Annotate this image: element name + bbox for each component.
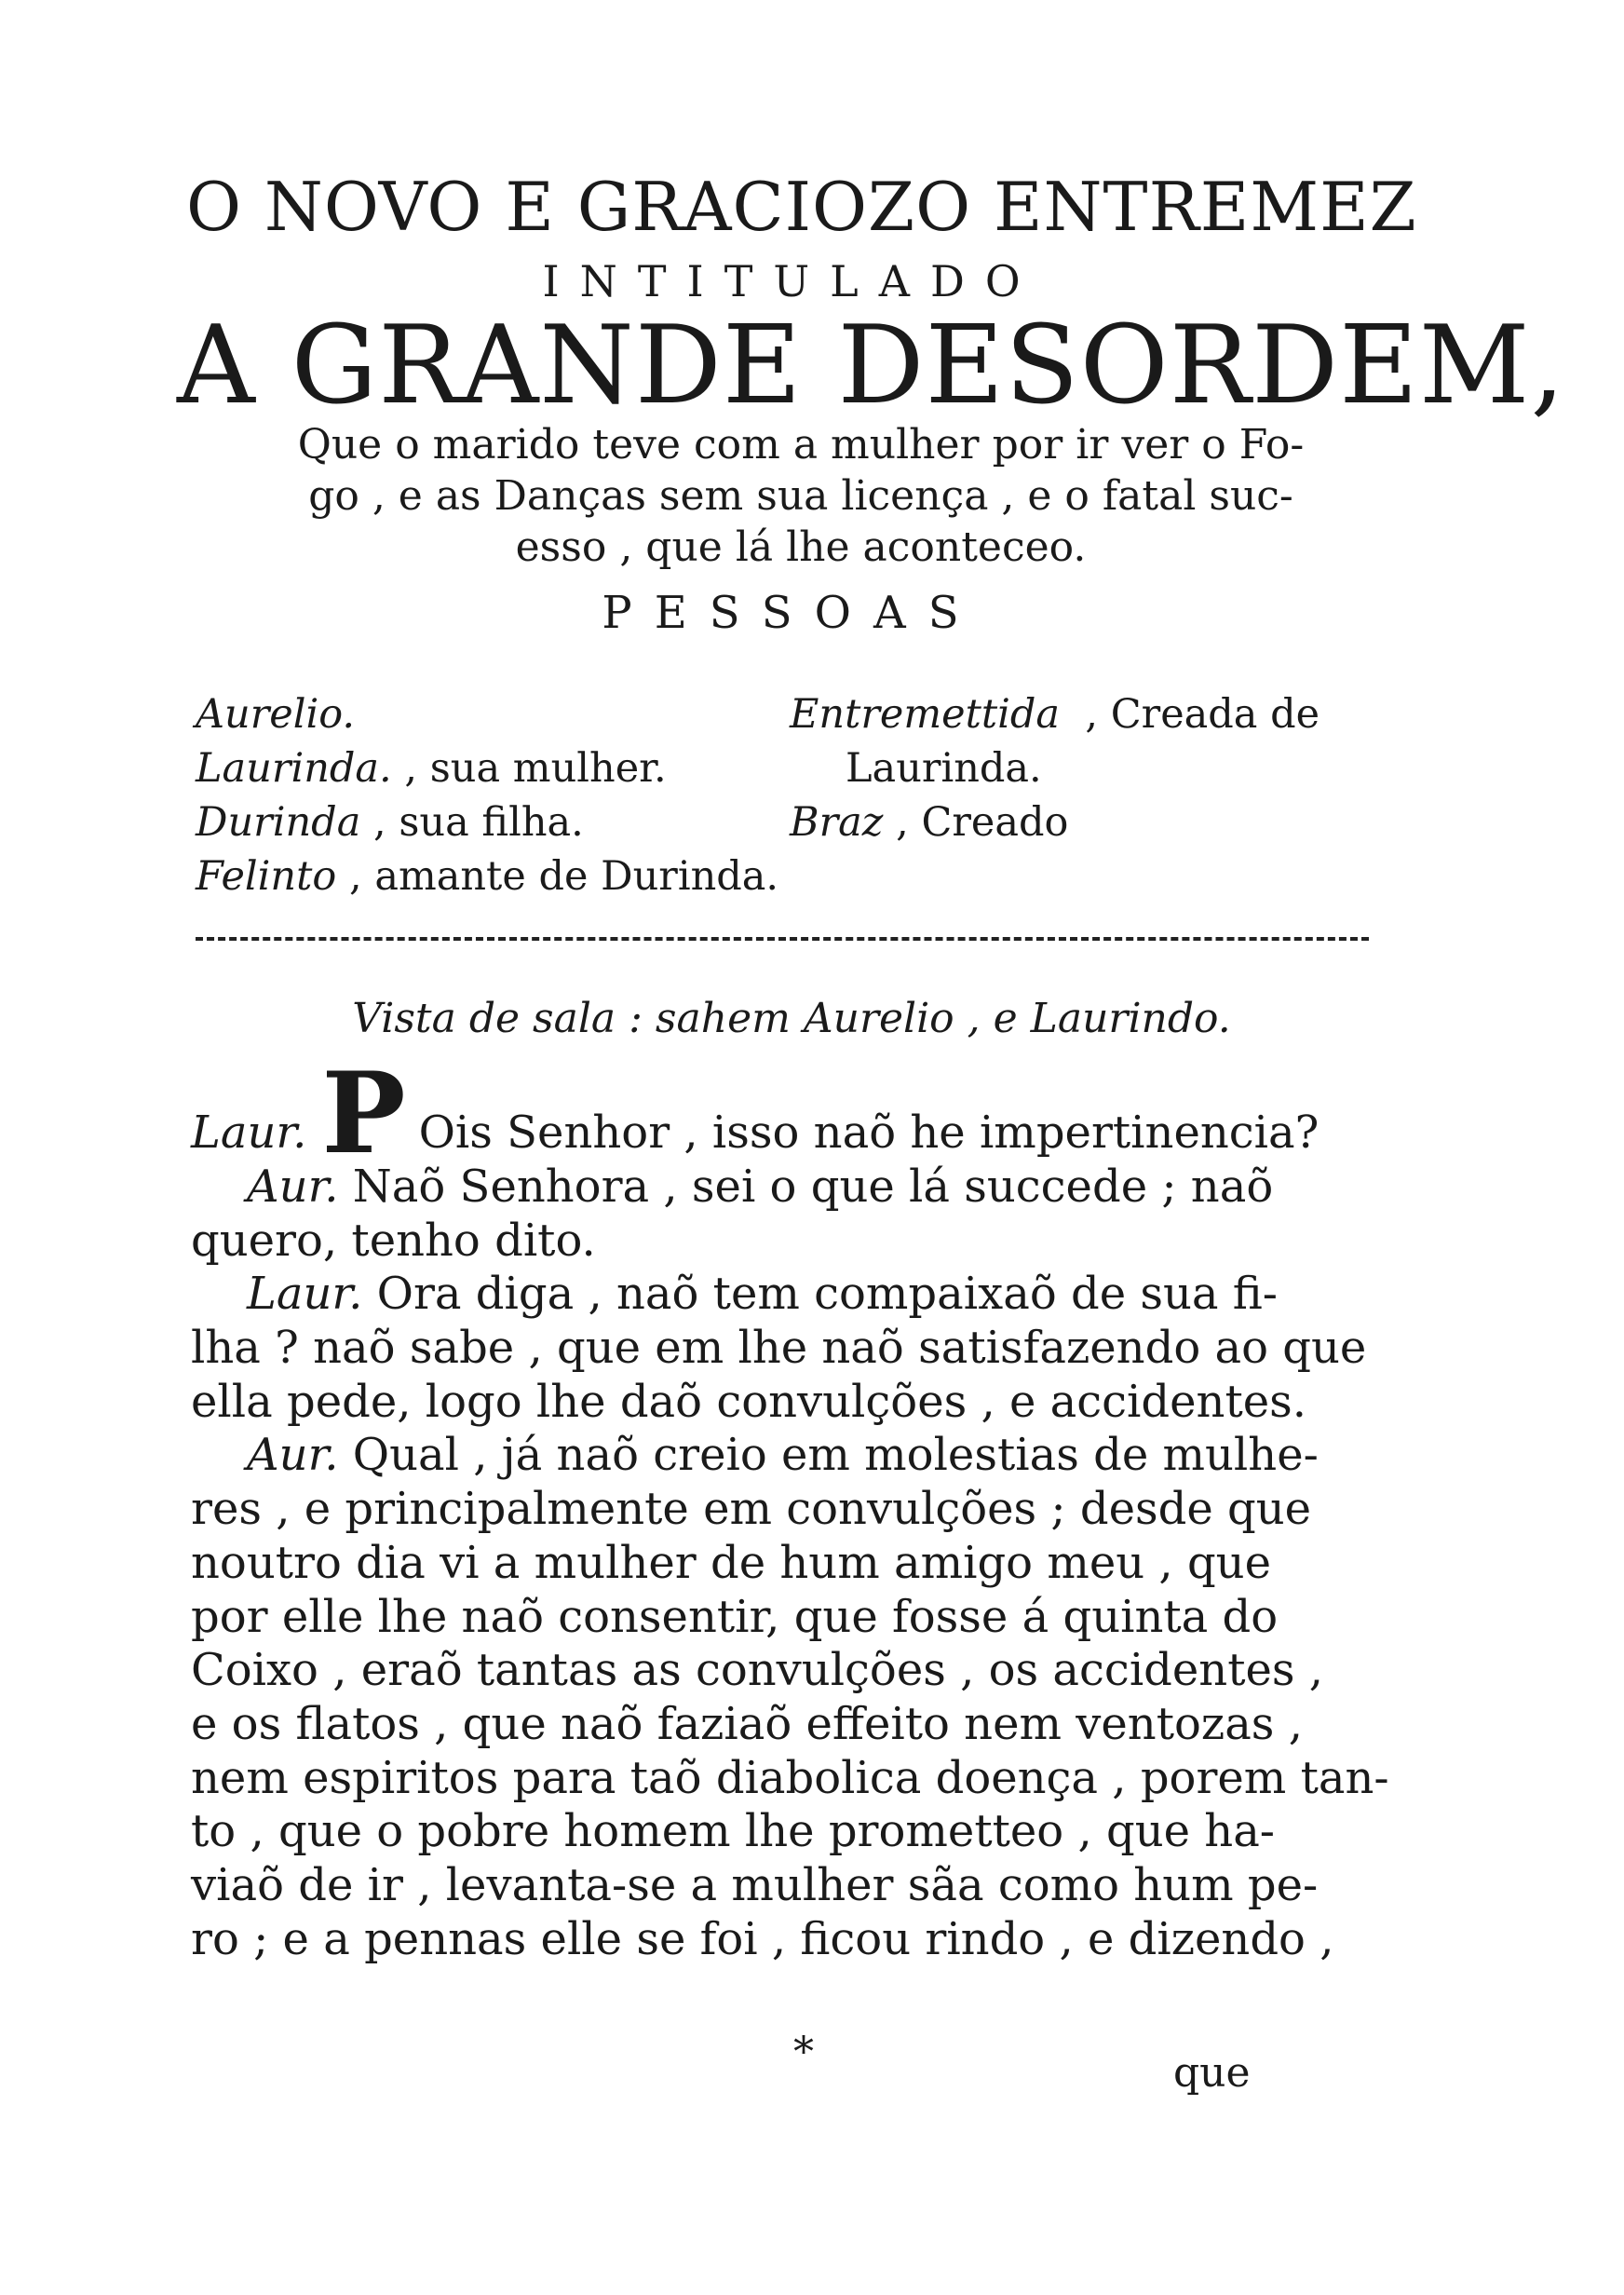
dialogue-line bbox=[191, 1537, 1374, 1591]
dialogue-text: Ora diga , naõ tem compaixaõ de sua fi- bbox=[376, 1268, 1279, 1321]
dialogue-line bbox=[191, 1376, 1374, 1430]
speaker-label: Laur. bbox=[247, 1268, 363, 1321]
dialogue-text: noutro dia vi a mulher de hum amigo meu , que bbox=[191, 1536, 1271, 1589]
subtitle bbox=[214, 419, 1387, 573]
dialogue-text: ella pede, logo lhe daõ convulções , e accidentes. bbox=[191, 1375, 1307, 1428]
dialogue-text: Coixo , eraõ tantas as convulções , os accidentes , bbox=[191, 1644, 1324, 1697]
cast-desc: , sua mulher. bbox=[404, 745, 667, 792]
dialogue-text: res , e principalmente em convulções ; desde que bbox=[191, 1483, 1312, 1536]
dialogue-line bbox=[191, 1644, 1374, 1698]
dialogue-line bbox=[191, 1751, 1389, 1806]
cast-list-left bbox=[196, 687, 792, 903]
dialogue-text: Qual , já naõ creio em molestias de mulhe- bbox=[352, 1429, 1319, 1482]
cast-name: Braz bbox=[790, 799, 884, 846]
dialogue-line bbox=[191, 1913, 1374, 1967]
cast-entry bbox=[196, 795, 792, 849]
catchword: que bbox=[1173, 2049, 1251, 2097]
title-line-1: O NOVO E GRACIOZO ENTREMEZ bbox=[186, 168, 1417, 246]
dialogue-line bbox=[191, 1859, 1374, 1913]
speaker-label: Laur. bbox=[191, 1107, 307, 1160]
dialogue-line bbox=[191, 1322, 1374, 1376]
subtitle-line: Que o marido teve com a mulher por ir ver o Fo- bbox=[297, 421, 1305, 469]
cast-entry bbox=[196, 687, 792, 741]
dialogue-text: e os flatos , que naõ faziaõ effeito nem ventozas , bbox=[191, 1697, 1303, 1750]
cast-entry bbox=[790, 741, 1367, 795]
cast-desc: , sua filha. bbox=[373, 799, 584, 846]
drop-cap: P bbox=[321, 1048, 406, 1179]
cast-desc: Laurinda. bbox=[846, 745, 1042, 792]
dialogue-text: Ois Senhor , isso naõ he impertinencia? bbox=[418, 1107, 1320, 1160]
dialogue-line bbox=[191, 1591, 1374, 1645]
dialogue-text: lha ? naõ sabe , que em lhe naõ satisfazendo ao que bbox=[191, 1322, 1367, 1375]
section-divider bbox=[196, 937, 1369, 944]
dialogue-text: nem espiritos para taõ diabolica doença , porem tan- bbox=[191, 1751, 1389, 1804]
dialogue-text: quero, tenho dito. bbox=[191, 1214, 596, 1267]
dialogue-lines bbox=[191, 1161, 1389, 1966]
dialogue-text: viaõ de ir , levanta-se a mulher sãa como hum pe- bbox=[191, 1858, 1319, 1911]
scene-direction: Vista de sala : sahem Aurelio , e Laurindo. bbox=[352, 995, 1231, 1042]
title-line-2: INTITULADO bbox=[542, 256, 1041, 306]
cast-entry bbox=[196, 849, 792, 903]
cast-name: Felinto bbox=[196, 853, 337, 900]
dialogue-text: ro ; e a pennas elle se foi , ficou rindo , e dizendo , bbox=[191, 1912, 1334, 1965]
speaker-label: Aur. bbox=[247, 1161, 339, 1213]
cast-name: Durinda bbox=[196, 799, 361, 846]
cast-entry bbox=[790, 687, 1367, 741]
subtitle-line: esso , que lá lhe aconteceo. bbox=[515, 523, 1087, 571]
dialogue-line bbox=[191, 1698, 1374, 1752]
cast-name: Entremettida bbox=[790, 691, 1061, 738]
dialogue-text: to , que o pobre homem lhe prometteo , que ha- bbox=[191, 1805, 1276, 1858]
signature-mark: * bbox=[793, 2029, 814, 2076]
dialogue-text: por elle lhe naõ consentir, que fosse á quinta do bbox=[191, 1590, 1279, 1643]
cast-entry bbox=[196, 741, 792, 795]
cast-list-right bbox=[790, 687, 1367, 849]
cast-heading: PESSOAS bbox=[602, 587, 981, 639]
dialogue-line bbox=[191, 1215, 1374, 1269]
dialogue-line bbox=[191, 1429, 1374, 1483]
title-line-3: A GRANDE DESORDEM, bbox=[177, 303, 1566, 428]
cast-desc: , Creado bbox=[896, 799, 1069, 846]
cast-entry bbox=[790, 795, 1367, 849]
dialogue-body bbox=[191, 1048, 1389, 1966]
cast-desc: , Creada de bbox=[1085, 691, 1320, 738]
dialogue-first-line bbox=[191, 1048, 1374, 1179]
cast-desc: , amante de Durinda. bbox=[348, 853, 779, 900]
speaker-label: Aur. bbox=[247, 1429, 339, 1482]
dialogue-line bbox=[191, 1268, 1374, 1322]
dialogue-line bbox=[191, 1483, 1374, 1537]
cast-name: Laurinda. bbox=[196, 745, 392, 792]
dialogue-line bbox=[191, 1805, 1374, 1859]
subtitle-line: go , e as Danças sem sua licença , e o fatal suc- bbox=[308, 472, 1293, 520]
cast-name: Aurelio. bbox=[196, 691, 356, 738]
dialogue-text: Naõ Senhora , sei o que lá succede ; naõ bbox=[352, 1161, 1274, 1213]
